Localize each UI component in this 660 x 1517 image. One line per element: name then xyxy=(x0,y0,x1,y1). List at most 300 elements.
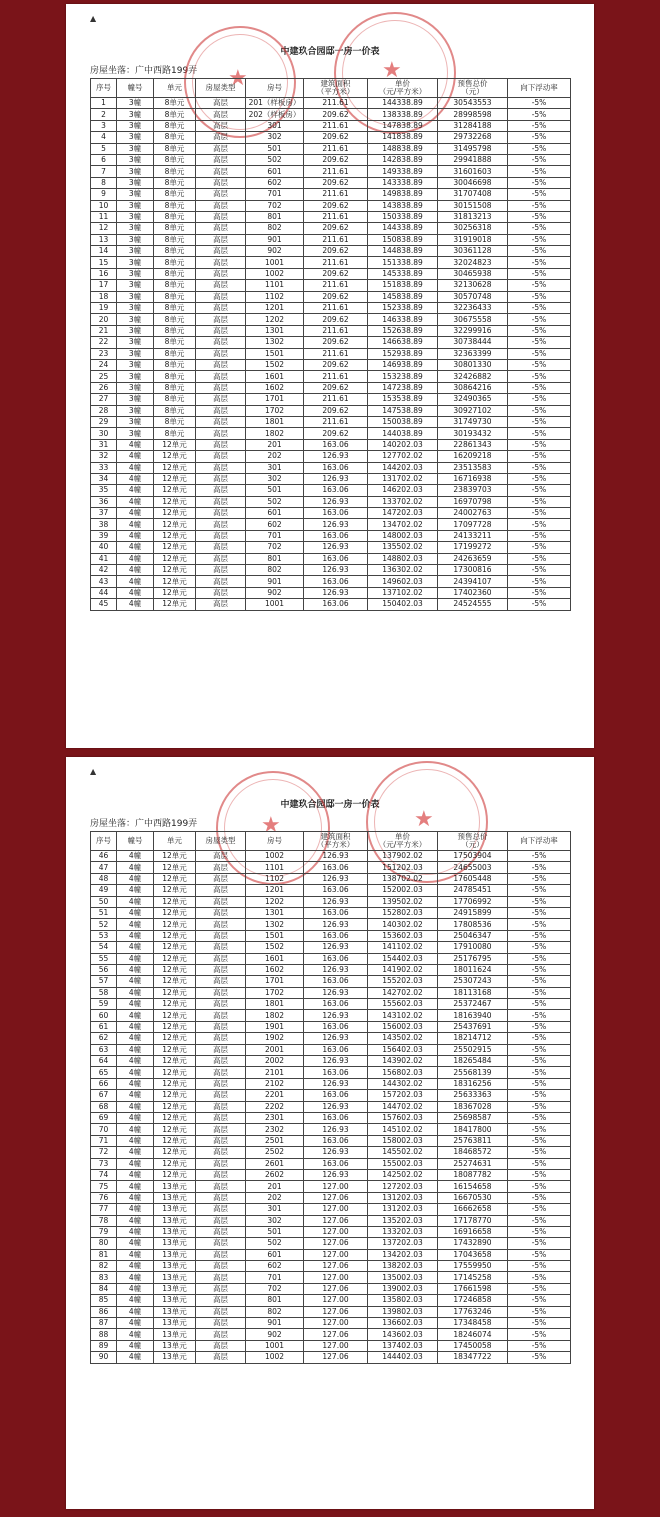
cell-seq: 41 xyxy=(91,553,117,564)
cell-total-price: 17246858 xyxy=(438,1295,508,1306)
cell-building: 4幢 xyxy=(117,885,154,896)
cell-total-price: 16970798 xyxy=(438,496,508,507)
cell-float-rate: -5% xyxy=(508,999,571,1010)
table-row xyxy=(91,851,571,862)
cell-unit: 13单元 xyxy=(154,1238,196,1249)
cell-total-price: 18468572 xyxy=(438,1147,508,1158)
cell-float-rate: -5% xyxy=(508,451,571,462)
cell-area: 127.00 xyxy=(304,1272,368,1283)
cell-float-rate: -5% xyxy=(508,896,571,907)
cell-seq: 40 xyxy=(91,542,117,553)
cell-type: 高层 xyxy=(196,1090,246,1101)
cell-unit-price: 144038.89 xyxy=(368,428,438,439)
table-row xyxy=(91,885,571,896)
cell-type: 高层 xyxy=(196,291,246,302)
cell-float-rate: -5% xyxy=(508,348,571,359)
table-row xyxy=(91,1318,571,1329)
cell-type: 高层 xyxy=(196,143,246,154)
table-row xyxy=(91,565,571,576)
document-page-2 xyxy=(66,757,594,1509)
cell-seq: 71 xyxy=(91,1135,117,1146)
table-row xyxy=(91,177,571,188)
cell-area: 163.06 xyxy=(304,1021,368,1032)
cell-building: 4幢 xyxy=(117,896,154,907)
cell-area: 209.62 xyxy=(304,223,368,234)
cell-room: 302 xyxy=(246,473,304,484)
cell-total-price: 30864216 xyxy=(438,382,508,393)
cell-unit: 12单元 xyxy=(154,885,196,896)
cell-float-rate: -5% xyxy=(508,177,571,188)
table-row xyxy=(91,1295,571,1306)
cell-building: 3幢 xyxy=(117,120,154,131)
cell-seq: 59 xyxy=(91,999,117,1010)
cell-seq: 37 xyxy=(91,508,117,519)
cell-unit-price: 152938.89 xyxy=(368,348,438,359)
table-row xyxy=(91,1226,571,1237)
cell-float-rate: -5% xyxy=(508,382,571,393)
table-row xyxy=(91,873,571,884)
cell-float-rate: -5% xyxy=(508,530,571,541)
cell-seq: 66 xyxy=(91,1078,117,1089)
cell-building: 4幢 xyxy=(117,907,154,918)
cell-room: 302 xyxy=(246,132,304,143)
cell-building: 4幢 xyxy=(117,1192,154,1203)
cell-room: 1801 xyxy=(246,999,304,1010)
cell-unit-price: 143838.89 xyxy=(368,200,438,211)
cell-total-price: 31495798 xyxy=(438,143,508,154)
cell-area: 127.06 xyxy=(304,1283,368,1294)
cell-type: 高层 xyxy=(196,382,246,393)
cell-unit-price: 151202.03 xyxy=(368,862,438,873)
cell-unit: 12单元 xyxy=(154,530,196,541)
cell-unit: 12单元 xyxy=(154,1021,196,1032)
cell-float-rate: -5% xyxy=(508,873,571,884)
header-float-rate: 向下浮动率 xyxy=(508,832,571,851)
cell-unit-price: 158002.03 xyxy=(368,1135,438,1146)
cell-building: 4幢 xyxy=(117,1067,154,1078)
cell-building: 4幢 xyxy=(117,496,154,507)
cell-unit-price: 144202.03 xyxy=(368,462,438,473)
cell-total-price: 31749730 xyxy=(438,416,508,427)
cell-seq: 26 xyxy=(91,382,117,393)
table-row xyxy=(91,439,571,450)
cell-unit: 12单元 xyxy=(154,1158,196,1169)
cell-total-price: 18011624 xyxy=(438,964,508,975)
cell-seq: 76 xyxy=(91,1192,117,1203)
cell-room: 801 xyxy=(246,211,304,222)
cell-building: 3幢 xyxy=(117,132,154,143)
cell-area: 126.93 xyxy=(304,942,368,953)
cell-room: 1702 xyxy=(246,405,304,416)
cell-total-price: 18163940 xyxy=(438,1010,508,1021)
cell-area: 209.62 xyxy=(304,246,368,257)
cell-type: 高层 xyxy=(196,177,246,188)
cell-area: 126.93 xyxy=(304,896,368,907)
cell-unit-price: 143338.89 xyxy=(368,177,438,188)
cell-room: 702 xyxy=(246,200,304,211)
cell-seq: 83 xyxy=(91,1272,117,1283)
cell-unit: 8单元 xyxy=(154,246,196,257)
cell-seq: 57 xyxy=(91,976,117,987)
cell-unit: 8单元 xyxy=(154,132,196,143)
table-row xyxy=(91,211,571,222)
cell-float-rate: -5% xyxy=(508,223,571,234)
cell-building: 4幢 xyxy=(117,964,154,975)
cell-total-price: 17348458 xyxy=(438,1318,508,1329)
cell-seq: 5 xyxy=(91,143,117,154)
cell-seq: 86 xyxy=(91,1306,117,1317)
cell-float-rate: -5% xyxy=(508,1112,571,1123)
cell-seq: 77 xyxy=(91,1204,117,1215)
cell-building: 3幢 xyxy=(117,234,154,245)
cell-type: 高层 xyxy=(196,1306,246,1317)
cell-total-price: 32426882 xyxy=(438,371,508,382)
cell-room: 1001 xyxy=(246,1340,304,1351)
cell-float-rate: -5% xyxy=(508,303,571,314)
cell-area: 209.62 xyxy=(304,382,368,393)
cell-unit-price: 142502.02 xyxy=(368,1169,438,1180)
cell-unit-price: 131202.03 xyxy=(368,1192,438,1203)
cell-area: 127.06 xyxy=(304,1352,368,1363)
cell-area: 163.06 xyxy=(304,907,368,918)
cell-building: 3幢 xyxy=(117,416,154,427)
cell-unit: 12单元 xyxy=(154,1056,196,1067)
cell-unit-price: 150038.89 xyxy=(368,416,438,427)
cell-seq: 35 xyxy=(91,485,117,496)
cell-total-price: 18087782 xyxy=(438,1169,508,1180)
cell-unit: 8单元 xyxy=(154,200,196,211)
cell-float-rate: -5% xyxy=(508,1056,571,1067)
cell-building: 4幢 xyxy=(117,508,154,519)
cell-total-price: 24263659 xyxy=(438,553,508,564)
cell-unit: 12单元 xyxy=(154,964,196,975)
cell-float-rate: -5% xyxy=(508,1283,571,1294)
table-row xyxy=(91,234,571,245)
cell-seq: 30 xyxy=(91,428,117,439)
cell-unit-price: 148002.03 xyxy=(368,530,438,541)
cell-unit: 12单元 xyxy=(154,565,196,576)
cell-building: 4幢 xyxy=(117,851,154,862)
cell-type: 高层 xyxy=(196,348,246,359)
cell-unit: 8单元 xyxy=(154,291,196,302)
cell-unit-price: 153538.89 xyxy=(368,394,438,405)
cell-total-price: 16662658 xyxy=(438,1204,508,1215)
cell-area: 126.93 xyxy=(304,542,368,553)
cell-area: 126.93 xyxy=(304,919,368,930)
cell-room: 1502 xyxy=(246,942,304,953)
cell-unit: 13单元 xyxy=(154,1226,196,1237)
cell-float-rate: -5% xyxy=(508,154,571,165)
cell-total-price: 30738444 xyxy=(438,337,508,348)
cell-total-price: 30801330 xyxy=(438,359,508,370)
cell-area: 211.61 xyxy=(304,189,368,200)
cell-float-rate: -5% xyxy=(508,1124,571,1135)
table-row xyxy=(91,496,571,507)
cell-room: 801 xyxy=(246,1295,304,1306)
cell-float-rate: -5% xyxy=(508,189,571,200)
cell-area: 126.93 xyxy=(304,1147,368,1158)
cell-total-price: 24524555 xyxy=(438,599,508,610)
cell-float-rate: -5% xyxy=(508,964,571,975)
cell-type: 高层 xyxy=(196,851,246,862)
cell-building: 4幢 xyxy=(117,1238,154,1249)
cell-unit-price: 152638.89 xyxy=(368,325,438,336)
cell-building: 4幢 xyxy=(117,1090,154,1101)
cell-building: 4幢 xyxy=(117,1352,154,1363)
cell-building: 3幢 xyxy=(117,200,154,211)
cell-area: 209.62 xyxy=(304,109,368,120)
cell-type: 高层 xyxy=(196,473,246,484)
cell-float-rate: -5% xyxy=(508,394,571,405)
cell-area: 211.61 xyxy=(304,348,368,359)
table-row xyxy=(91,280,571,291)
cell-room: 602 xyxy=(246,519,304,530)
header-total-price: 预售总价 （元） xyxy=(438,79,508,98)
cell-area: 163.06 xyxy=(304,485,368,496)
cell-float-rate: -5% xyxy=(508,462,571,473)
cell-room: 301 xyxy=(246,462,304,473)
cell-unit-price: 144302.02 xyxy=(368,1078,438,1089)
cell-total-price: 17402360 xyxy=(438,587,508,598)
cell-unit-price: 146938.89 xyxy=(368,359,438,370)
cell-seq: 67 xyxy=(91,1090,117,1101)
table-row xyxy=(91,416,571,427)
cell-float-rate: -5% xyxy=(508,1238,571,1249)
cell-room: 1601 xyxy=(246,953,304,964)
cell-building: 4幢 xyxy=(117,565,154,576)
cell-area: 211.61 xyxy=(304,371,368,382)
cell-unit-price: 127202.03 xyxy=(368,1181,438,1192)
table-row xyxy=(91,999,571,1010)
cell-unit-price: 157602.03 xyxy=(368,1112,438,1123)
cell-type: 高层 xyxy=(196,337,246,348)
table-row xyxy=(91,314,571,325)
cell-building: 3幢 xyxy=(117,223,154,234)
cell-seq: 48 xyxy=(91,873,117,884)
cell-float-rate: -5% xyxy=(508,907,571,918)
cell-area: 163.06 xyxy=(304,576,368,587)
table-row xyxy=(91,200,571,211)
cell-unit: 8单元 xyxy=(154,382,196,393)
cell-area: 126.93 xyxy=(304,1101,368,1112)
cell-seq: 55 xyxy=(91,953,117,964)
cell-unit: 12单元 xyxy=(154,1078,196,1089)
cell-total-price: 25502915 xyxy=(438,1044,508,1055)
table-row xyxy=(91,1044,571,1055)
cell-building: 4幢 xyxy=(117,1021,154,1032)
cell-unit-price: 151338.89 xyxy=(368,257,438,268)
cell-unit: 12单元 xyxy=(154,930,196,941)
cell-unit-price: 147202.03 xyxy=(368,508,438,519)
cell-float-rate: -5% xyxy=(508,919,571,930)
cell-area: 126.93 xyxy=(304,851,368,862)
cell-unit-price: 140302.02 xyxy=(368,919,438,930)
cell-total-price: 24002763 xyxy=(438,508,508,519)
table-row xyxy=(91,291,571,302)
cell-area: 163.06 xyxy=(304,599,368,610)
cell-area: 126.93 xyxy=(304,496,368,507)
cell-type: 高层 xyxy=(196,1181,246,1192)
cell-unit-price: 143602.03 xyxy=(368,1329,438,1340)
table-row xyxy=(91,154,571,165)
cell-float-rate: -5% xyxy=(508,953,571,964)
cell-room: 1302 xyxy=(246,337,304,348)
cell-area: 209.62 xyxy=(304,428,368,439)
cell-unit-price: 143902.02 xyxy=(368,1056,438,1067)
cell-room: 1101 xyxy=(246,280,304,291)
cell-unit: 13单元 xyxy=(154,1306,196,1317)
cell-unit: 12单元 xyxy=(154,1067,196,1078)
cell-type: 高层 xyxy=(196,1101,246,1112)
cell-total-price: 25176795 xyxy=(438,953,508,964)
table-row xyxy=(91,1021,571,1032)
cell-total-price: 17559950 xyxy=(438,1261,508,1272)
cell-seq: 45 xyxy=(91,599,117,610)
address-label: 房屋坐落：广中西路199弄 xyxy=(90,819,198,829)
cell-seq: 14 xyxy=(91,246,117,257)
cell-area: 126.93 xyxy=(304,451,368,462)
cell-seq: 50 xyxy=(91,896,117,907)
cell-room: 802 xyxy=(246,223,304,234)
cell-area: 127.00 xyxy=(304,1204,368,1215)
cell-unit: 8单元 xyxy=(154,359,196,370)
cell-unit-price: 152338.89 xyxy=(368,303,438,314)
cell-float-rate: -5% xyxy=(508,1272,571,1283)
table-row xyxy=(91,394,571,405)
cell-area: 163.06 xyxy=(304,508,368,519)
cell-total-price: 30927102 xyxy=(438,405,508,416)
cell-building: 4幢 xyxy=(117,587,154,598)
cell-type: 高层 xyxy=(196,1295,246,1306)
table-row xyxy=(91,1010,571,1021)
table-row xyxy=(91,1215,571,1226)
seal-stamp-right: ★ xyxy=(366,761,488,883)
cell-seq: 81 xyxy=(91,1249,117,1260)
table-row xyxy=(91,976,571,987)
cell-total-price: 16670530 xyxy=(438,1192,508,1203)
cell-type: 高层 xyxy=(196,1112,246,1123)
cell-total-price: 32236433 xyxy=(438,303,508,314)
cell-building: 4幢 xyxy=(117,462,154,473)
seal-stamp-left: ★ xyxy=(216,771,330,885)
cell-total-price: 18113168 xyxy=(438,987,508,998)
cell-area: 127.00 xyxy=(304,1249,368,1260)
cell-building: 4幢 xyxy=(117,530,154,541)
cell-unit-price: 147238.89 xyxy=(368,382,438,393)
cell-unit-price: 133702.02 xyxy=(368,496,438,507)
cell-total-price: 30570748 xyxy=(438,291,508,302)
cell-seq: 88 xyxy=(91,1329,117,1340)
cell-area: 163.06 xyxy=(304,999,368,1010)
cell-type: 高层 xyxy=(196,462,246,473)
cell-total-price: 31601603 xyxy=(438,166,508,177)
table-row xyxy=(91,1181,571,1192)
cell-unit-price: 139502.02 xyxy=(368,896,438,907)
cell-seq: 44 xyxy=(91,587,117,598)
header-type: 房屋类型 xyxy=(196,79,246,98)
cell-unit: 13单元 xyxy=(154,1352,196,1363)
cell-float-rate: -5% xyxy=(508,542,571,553)
cell-seq: 47 xyxy=(91,862,117,873)
table-row xyxy=(91,964,571,975)
cell-building: 4幢 xyxy=(117,873,154,884)
cell-type: 高层 xyxy=(196,964,246,975)
cell-float-rate: -5% xyxy=(508,473,571,484)
cell-float-rate: -5% xyxy=(508,496,571,507)
cell-total-price: 18417800 xyxy=(438,1124,508,1135)
cell-unit: 8单元 xyxy=(154,211,196,222)
cell-type: 高层 xyxy=(196,257,246,268)
cell-seq: 52 xyxy=(91,919,117,930)
cell-area: 126.93 xyxy=(304,519,368,530)
cell-total-price: 17605448 xyxy=(438,873,508,884)
cell-room: 202（样板房） xyxy=(246,109,304,120)
cell-unit-price: 136602.03 xyxy=(368,1318,438,1329)
cell-room: 1001 xyxy=(246,257,304,268)
cell-unit: 12单元 xyxy=(154,1044,196,1055)
cell-total-price: 29941888 xyxy=(438,154,508,165)
cell-unit: 8单元 xyxy=(154,268,196,279)
cell-area: 126.93 xyxy=(304,1078,368,1089)
cell-unit: 12单元 xyxy=(154,553,196,564)
cell-unit: 12单元 xyxy=(154,1033,196,1044)
cell-unit: 12单元 xyxy=(154,1112,196,1123)
cell-room: 1901 xyxy=(246,1021,304,1032)
cell-building: 3幢 xyxy=(117,154,154,165)
cell-area: 209.62 xyxy=(304,177,368,188)
cell-seq: 6 xyxy=(91,154,117,165)
cell-total-price: 24785451 xyxy=(438,885,508,896)
cell-total-price: 17300816 xyxy=(438,565,508,576)
cell-float-rate: -5% xyxy=(508,1215,571,1226)
cell-type: 高层 xyxy=(196,885,246,896)
cell-room: 701 xyxy=(246,1272,304,1283)
table-row xyxy=(91,109,571,120)
cell-type: 高层 xyxy=(196,394,246,405)
cell-total-price: 17808536 xyxy=(438,919,508,930)
cell-unit: 12单元 xyxy=(154,1124,196,1135)
cell-float-rate: -5% xyxy=(508,405,571,416)
cell-total-price: 17661598 xyxy=(438,1283,508,1294)
cell-unit: 12单元 xyxy=(154,1135,196,1146)
cell-float-rate: -5% xyxy=(508,1147,571,1158)
cell-room: 201 xyxy=(246,439,304,450)
cell-building: 4幢 xyxy=(117,1056,154,1067)
cell-total-price: 23839703 xyxy=(438,485,508,496)
table-row xyxy=(91,519,571,530)
cell-float-rate: -5% xyxy=(508,268,571,279)
cell-seq: 60 xyxy=(91,1010,117,1021)
cell-room: 902 xyxy=(246,1329,304,1340)
cell-building: 3幢 xyxy=(117,291,154,302)
cell-seq: 31 xyxy=(91,439,117,450)
cell-unit-price: 139802.03 xyxy=(368,1306,438,1317)
cell-seq: 38 xyxy=(91,519,117,530)
cell-seq: 90 xyxy=(91,1352,117,1363)
cell-unit-price: 143102.02 xyxy=(368,1010,438,1021)
table-row xyxy=(91,553,571,564)
footer-source-label: 搜狐号@搜狐焦点宿州站 xyxy=(440,1492,584,1507)
cell-unit-price: 144402.03 xyxy=(368,1352,438,1363)
cell-room: 902 xyxy=(246,246,304,257)
cell-seq: 32 xyxy=(91,451,117,462)
cell-building: 3幢 xyxy=(117,109,154,120)
cell-unit-price: 154402.03 xyxy=(368,953,438,964)
cell-room: 2202 xyxy=(246,1101,304,1112)
doc-title: 中建玖合园邸一房一价表 xyxy=(280,800,380,810)
table-row xyxy=(91,405,571,416)
cell-area: 126.93 xyxy=(304,964,368,975)
